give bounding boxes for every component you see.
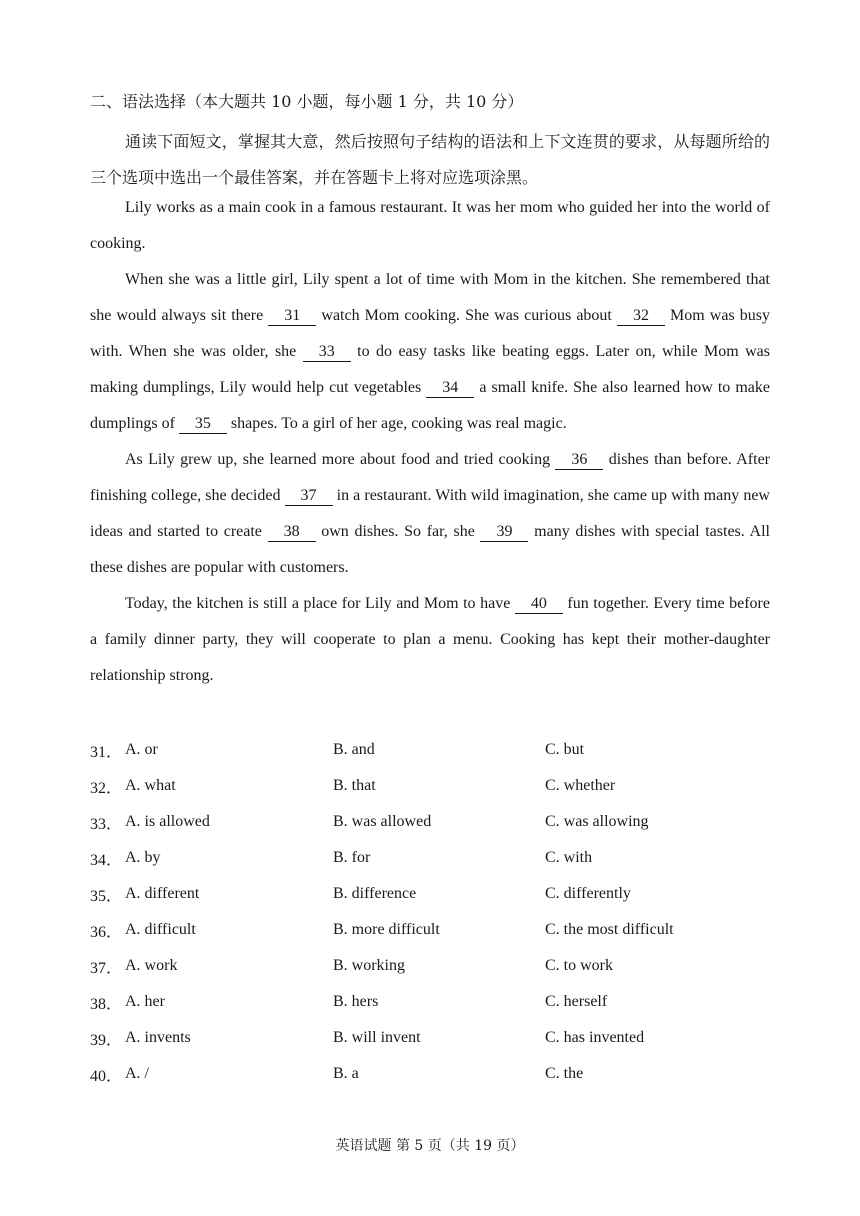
blank-39: 39	[480, 523, 528, 542]
option-b: B. and	[333, 741, 375, 758]
text: Today, the kitchen is still a place for Lily and Mom to have	[125, 595, 515, 612]
option-b: B. working	[333, 957, 405, 974]
option-a: A. what	[125, 777, 176, 794]
text: many dishes with special tastes. All these dishes are popular with customers.	[90, 523, 771, 576]
option-c: C. differently	[545, 885, 631, 902]
text: fun together. Every time before a family dinner party, they will cooperate to plan a menu. Cooking has kept their mother-daughter relationship strong.	[90, 595, 770, 684]
option-b: B. was allowed	[333, 813, 432, 830]
text: dishes than before. After finishing college, she decided	[90, 451, 770, 504]
option-b: B. that	[333, 777, 376, 794]
text: Mom was busy with. When she was older, she	[90, 307, 770, 360]
option-a: A. by	[125, 849, 161, 866]
question-number: 36．	[90, 923, 123, 941]
option-b: B. will invent	[333, 1029, 421, 1046]
paragraph-3	[90, 442, 770, 586]
option-row	[90, 768, 790, 804]
option-a: A. invents	[125, 1029, 191, 1046]
option-c: C. has invented	[545, 1029, 645, 1046]
paragraph-2	[90, 262, 770, 442]
text: in a restaurant. With wild imagination, she came up with many new ideas and started to create	[90, 487, 770, 540]
text: own dishes. So far, she	[315, 523, 481, 540]
text: shapes. To a girl of her age, cooking was real magic.	[226, 415, 567, 432]
blank-38: 38	[268, 523, 316, 542]
option-row	[90, 804, 790, 840]
option-c: C. the	[545, 1065, 584, 1082]
blank-35: 35	[179, 415, 227, 434]
text: a small knife. She also learned how to make dumplings of	[90, 379, 770, 432]
question-number: 34．	[90, 851, 123, 869]
option-a: A. different	[125, 885, 200, 902]
option-row	[90, 840, 790, 876]
section-title: 二、语法选择（本大题共 10 小题，每小题 1 分，共 10 分）	[90, 92, 524, 111]
option-row	[90, 1020, 790, 1056]
option-a: A. difficult	[125, 921, 196, 938]
text: As Lily grew up, she learned more about food and tried cooking	[125, 451, 556, 468]
option-a: A. or	[125, 741, 158, 758]
blank-40: 40	[515, 595, 563, 614]
option-row	[90, 732, 790, 768]
option-c: C. but	[545, 741, 585, 758]
option-b: B. a	[333, 1065, 359, 1082]
option-a: A. her	[125, 993, 165, 1010]
blank-37: 37	[285, 487, 333, 506]
option-c: C. was allowing	[545, 813, 649, 830]
option-c: C. the most difficult	[545, 921, 674, 938]
option-a: A. /	[125, 1065, 149, 1082]
question-number: 32．	[90, 779, 123, 797]
option-c: C. whether	[545, 777, 616, 794]
option-c: C. to work	[545, 957, 613, 974]
blank-31: 31	[268, 307, 316, 326]
option-row	[90, 876, 790, 912]
text: When she was a little girl, Lily spent a lot of time with Mom in the kitchen. She remembered that she would always sit there	[90, 271, 770, 324]
question-number: 35．	[90, 887, 123, 905]
question-number: 33．	[90, 815, 123, 833]
question-number: 40．	[90, 1067, 123, 1085]
question-number: 31．	[90, 743, 123, 761]
option-row	[90, 912, 790, 948]
text: to do easy tasks like beating eggs. Later on, while Mom was making dumplings, Lily would help cut vegetables	[90, 343, 771, 396]
page-footer: 英语试题 第 5 页（共 19 页）	[335, 1138, 525, 1154]
blank-33: 33	[303, 343, 351, 362]
option-b: B. difference	[333, 885, 417, 902]
options-list	[90, 732, 790, 1092]
text: watch Mom cooking. She was curious about	[316, 307, 617, 324]
paragraph-1: Lily works as a main cook in a famous restaurant. It was her mom who guided her into the world of cooking.	[90, 199, 770, 252]
passage	[90, 190, 770, 694]
option-a: A. is allowed	[125, 813, 210, 830]
option-c: C. herself	[545, 993, 608, 1010]
paragraph-4	[90, 586, 770, 694]
question-number: 37．	[90, 959, 123, 977]
option-row	[90, 984, 790, 1020]
question-number: 39．	[90, 1031, 123, 1049]
blank-34: 34	[426, 379, 474, 398]
option-b: B. for	[333, 849, 371, 866]
option-row	[90, 948, 790, 984]
instructions: 通读下面短文，掌握其大意，然后按照句子结构的语法和上下文连贯的要求，从每题所给的三个选项中选出一个最佳答案，并在答题卡上将对应选项涂黑。	[90, 132, 770, 187]
option-b: B. more difficult	[333, 921, 440, 938]
blank-36: 36	[555, 451, 603, 470]
option-b: B. hers	[333, 993, 379, 1010]
option-a: A. work	[125, 957, 178, 974]
option-row	[90, 1056, 790, 1092]
option-c: C. with	[545, 849, 593, 866]
blank-32: 32	[617, 307, 665, 326]
question-number: 38．	[90, 995, 123, 1013]
